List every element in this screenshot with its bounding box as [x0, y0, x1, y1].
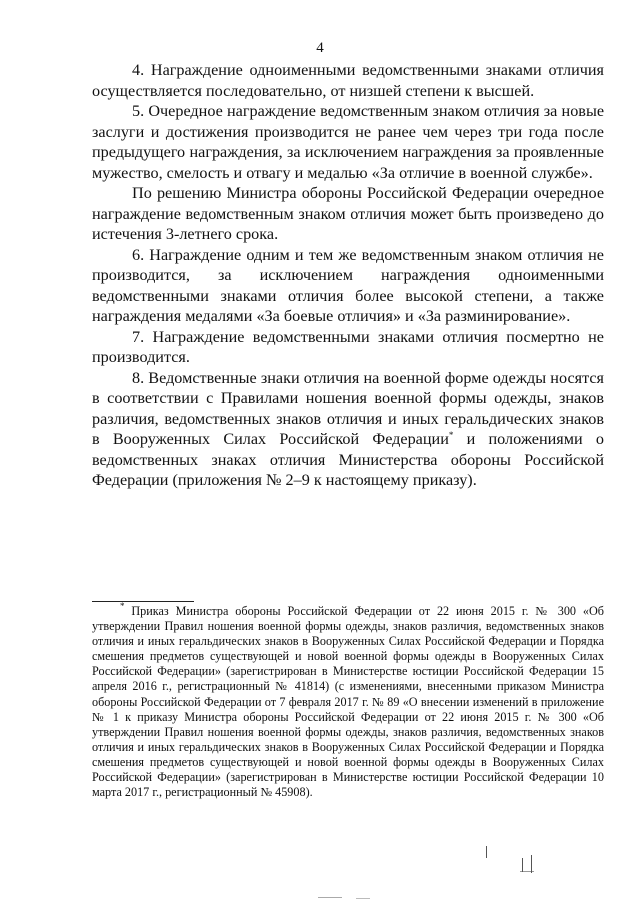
paragraph-4: 4. Награждение одноименными ведомственными знаками отличия осуществляется последовательно, от низшей степени к высшей.: [92, 61, 604, 100]
paragraph-6: 6. Награждение одним и тем же ведомственным знаком отличия не производится, за исключением награждения одноименными ведомственными знаками отличия более высокой степени, а также награждения медалями «За боевые отличия» и «За разминирование».: [92, 245, 604, 325]
page-number: 4: [316, 40, 324, 56]
paragraph-7: 7. Награждение ведомственными знаками отличия посмертно не производится.: [92, 327, 604, 366]
footnote: [92, 601, 604, 800]
scan-mark: [486, 846, 487, 858]
footnote-separator: [92, 601, 194, 602]
footnote-mark: *: [120, 601, 125, 611]
paragraph-8: [92, 368, 604, 491]
scan-mark: [318, 897, 342, 898]
paragraph-5: 5. Очередное награждение ведомственным знаком отличия за новые заслуги и достижения производится не ранее чем через три года после предыдущего награждения, за исключением награждения за проявленные мужество, смелость и отвагу и медалью «За отличие в военной службе».: [92, 102, 604, 182]
footnote-text: [92, 601, 604, 800]
paragraph-8-text-start: 8. Ведомственные знаки отличия на военной форме одежды носятся в соответствии с Правилами ношения военной формы одежды, знаков различия, ведомственных знаков отличия и иных геральдических знаков в Вооруженных Силах Российской Федерации: [92, 368, 604, 448]
scan-mark: [356, 898, 370, 899]
scan-mark: [520, 871, 534, 872]
paragraph-8-text-end: и положениями о ведомственных знаках отличия Министерства обороны Российской Федерации (приложения № 2–9 к настоящему приказу).: [92, 430, 604, 489]
scan-mark: [522, 858, 523, 872]
footnote-reference-mark: *: [448, 430, 454, 440]
footnote-body: Приказ Министра обороны Российской Федерации от 22 июня 2015 г. № 300 «Об утверждении Правил ношения военной формы одежды, знаков различия, ведомственных знаков отличия и иных геральдических знаков в Вооруженных Силах Российской Федерации и Порядка смешения предметов существующей и новой военной формы одежды в Вооруженных Силах Российской Федерации» (зарегистрирован в Министерстве юстиции Российской Федерации 15 апреля 2016 г., регистрационный № 41814) (с изменениями, внесенными приказом Министра обороны Российской Федерации от 7 февраля 2017 г. № 89 «О внесении изменений в приложение № 1 к приказу Министра обороны Российской Федерации от 22 июня 2015 г. № 300 «Об утверждении Правил ношения военной формы одежды, знаков различия, ведомственных знаков отличия и иных геральдических знаков в Вооруженных Силах Российской Федерации и Порядка смешения предметов существующей и новой военной формы одежды в Вооруженных Силах Российской Федерации» (зарегистрирован в Министерстве юстиции Российской Федерации 10 марта 2017 г., регистрационный № 45908).: [92, 604, 604, 800]
paragraph-5-continuation: По решению Министра обороны Российской Федерации очередное награждение ведомственным знаком отличия может быть произведено до истечения 3-летнего срока.: [92, 184, 604, 243]
body-text: [92, 60, 604, 491]
